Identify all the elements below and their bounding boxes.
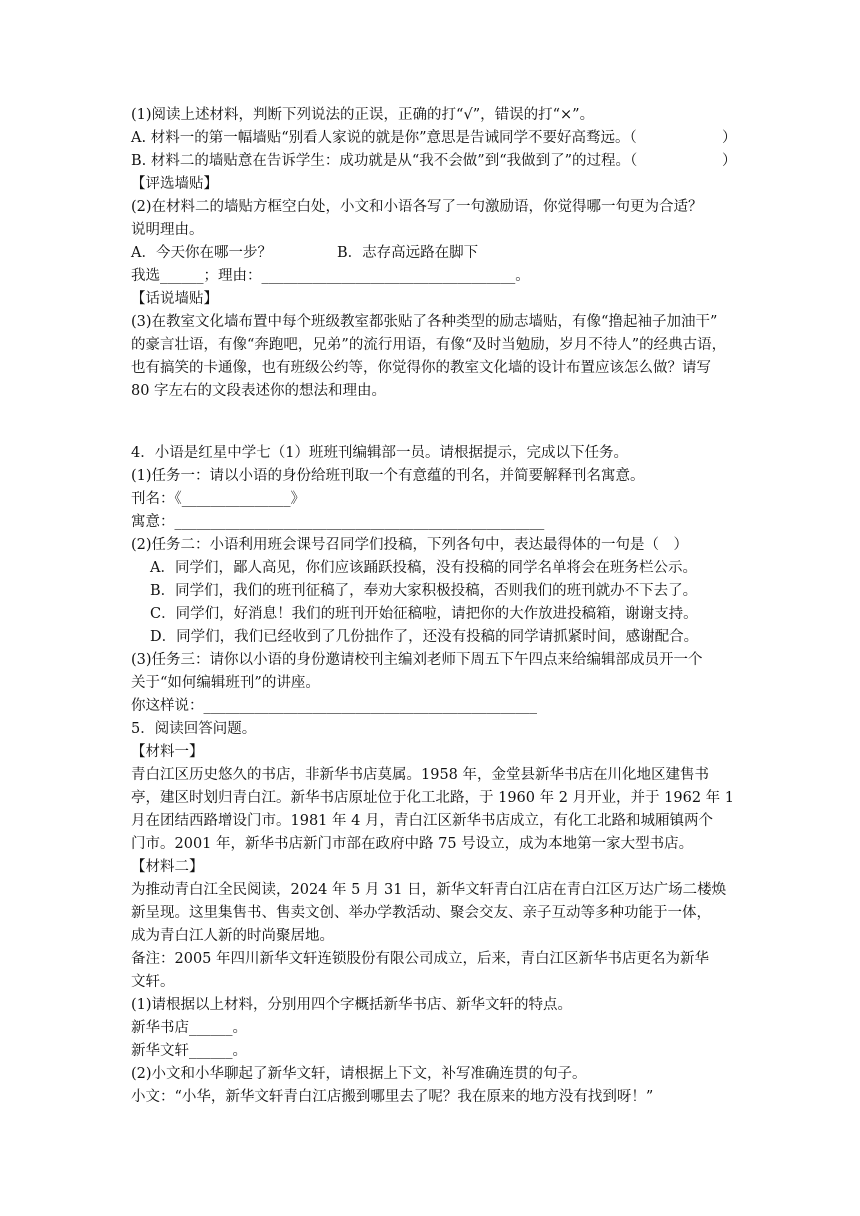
heading-talk-poster: 【话说墙贴】	[131, 291, 218, 307]
note-line: 备注：2005 年四川新华文轩连锁股份有限公司成立，后来，青白江区新华书店更名为新华	[131, 951, 710, 967]
task-3-line2: 关于“如何编辑班刊”的讲座。	[131, 675, 320, 691]
material-1-heading: 【材料一】	[131, 744, 204, 760]
task-2-option: A．同学们，鄙人高见，你们应该踊跃投稿，没有投稿的同学名单将会在班务栏公示。	[150, 560, 697, 576]
task-2-prompt: (2)任务二：小语利用班会课号召同学们投稿，下列各句中，表达最得体的一句是（ ）	[131, 537, 689, 553]
speech-blank[interactable]: 你这样说：______________________________________________	[131, 698, 537, 714]
xinhua-wenxuan-blank[interactable]: 新华文轩______。	[131, 1043, 247, 1059]
option-a: A．今天你在哪一步？	[131, 245, 272, 261]
meaning-blank[interactable]: 寓意：___________________________________________________	[131, 514, 545, 530]
material-2-line: 成为青白江人新的时尚聚居地。	[131, 928, 334, 944]
material-2-line: 新呈现。这里集售书、售卖文创、举办学教活动、聚会交友、亲子互动等多种功能于一体，	[131, 905, 711, 921]
note-line: 文轩。	[131, 974, 175, 990]
question-3-line: (3)在教室文化墙布置中每个班级教室都张贴了各种类型的励志墙贴，有像“撸起袖子加油干”	[131, 314, 718, 330]
material-2-line: 为推动青白江全民阅读，2024 年 5 月 31 日，新华文轩青白江店在青白江区万达广场二楼焕	[131, 882, 727, 898]
question-1-prompt: (1)阅读上述材料，判断下列说法的正误，正确的打“√”，错误的打“×”。	[131, 107, 595, 123]
heading-select-poster: 【评选墙贴】	[131, 176, 218, 192]
question-3-line: 80 字左右的文段表述你的想法和理由。	[131, 383, 387, 399]
journal-name-blank[interactable]: 刊名：《_______________》	[131, 491, 305, 507]
question-4-title: 4．小语是红星中学七（1）班班刊编辑部一员。请根据提示，完成以下任务。	[131, 445, 628, 461]
answer-paren-a[interactable]: ）	[722, 130, 737, 146]
question-2-line1: (2)在材料二的墙贴方框空白处，小文和小语各写了一句激励语，你觉得哪一句更为合适？	[131, 199, 703, 215]
question-2-line2: 说明理由。	[131, 222, 204, 238]
material-1-line: 门市。2001 年，新华书店新门市部在政府中路 75 号设立，成为本地第一家大型书店。	[131, 836, 694, 852]
answer-paren-b[interactable]: ）	[722, 153, 737, 169]
task-2-option: D．同学们，我们已经收到了几份拙作了，还没有投稿的同学请抓紧时间，感谢配合。	[150, 629, 699, 645]
choice-answer-line[interactable]: 我选______；理由：___________________________________。	[131, 268, 530, 284]
material-1-line: 青白江区历史悠久的书店，非新华书店莫属。1958 年，金堂县新华书店在川化地区建售书	[131, 767, 710, 783]
task-2-option: B．同学们，我们的班刊征稿了，奉劝大家积极投稿，否则我们的班刊就办不下去了。	[150, 583, 698, 599]
statement-b: B. 材料二的墙贴意在告诉学生：成功就是从“我不会做”到“我做到了”的过程。（	[131, 153, 638, 169]
task-3-line1: (3)任务三：请你以小语的身份邀请校刊主编刘老师下周五下午四点来给编辑部成员开一个	[131, 652, 703, 668]
option-b: B．志存高远路在脚下	[337, 245, 479, 261]
statement-a: A. 材料一的第一幅墙贴“别看人家说的就是你”意思是告诫同学不要好高骛远。（	[131, 130, 637, 146]
question-5-title: 5．阅读回答问题。	[131, 721, 257, 737]
task-2-option: C．同学们，好消息！我们的班刊开始征稿啦，请把你的大作放进投稿箱，谢谢支持。	[150, 606, 698, 622]
xinhua-bookstore-blank[interactable]: 新华书店______。	[131, 1020, 247, 1036]
material-1-line: 月在团结西路增设门市。1981 年 4 月，青白江区新华书店成立，有化工北路和城厢镇两个	[131, 813, 713, 829]
question-5-2-prompt: (2)小文和小华聊起了新华文轩，请根据上下文，补写准确连贯的句子。	[131, 1066, 587, 1082]
question-3-line: 也有搞笑的卡通像，也有班级公约等，你觉得你的教室文化墙的设计布置应该怎么做？请写	[131, 360, 711, 376]
material-2-heading: 【材料二】	[131, 859, 204, 875]
task-1-prompt: (1)任务一：请以小语的身份给班刊取一个有意蕴的刊名，并简要解释刊名寓意。	[131, 468, 645, 484]
dialog-line: 小文：“小华，新华文轩青白江店搬到哪里去了呢？我在原来的地方没有找到呀！”	[131, 1089, 654, 1105]
question-5-1-prompt: (1)请根据以上材料，分别用四个字概括新华书店、新华文轩的特点。	[131, 997, 573, 1013]
question-3-line: 的豪言壮语，有像“奔跑吧，兄弟”的流行用语，有像“及时当勉励，岁月不待人”的经典古语，	[131, 337, 727, 353]
material-1-line: 亭，建区时划归青白江。新华书店原址位于化工北路，于 1960 年 2 月开业，并于 1962 年 1	[131, 790, 735, 806]
